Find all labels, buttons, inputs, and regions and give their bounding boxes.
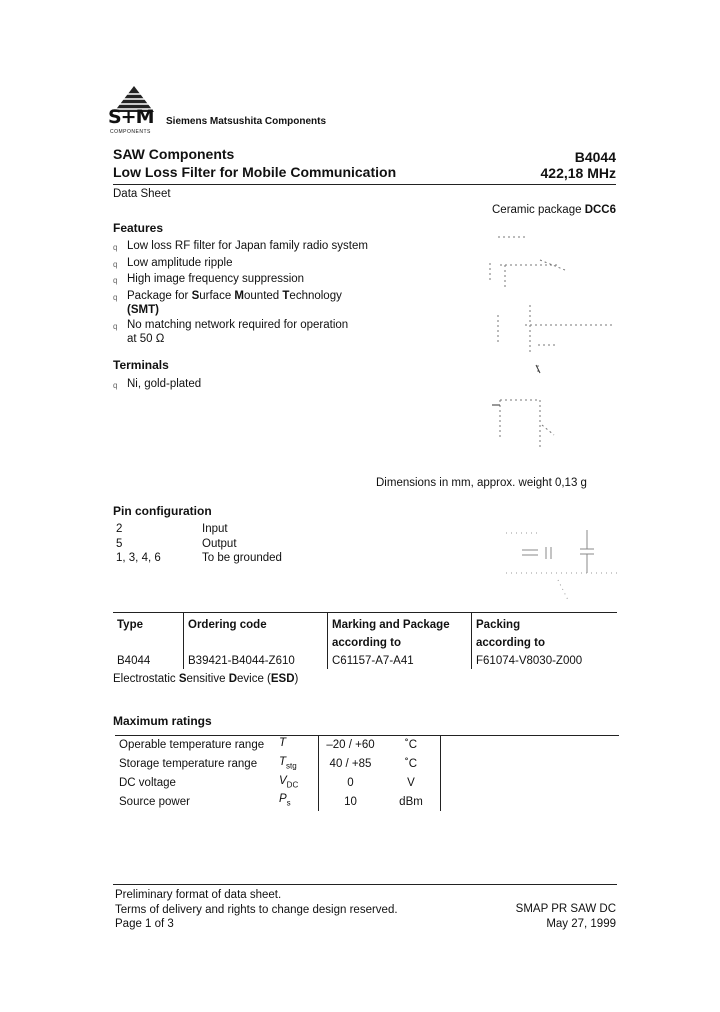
rating-name: Storage temperature range bbox=[119, 757, 258, 770]
rating-value: –20 / +60 bbox=[319, 736, 383, 755]
list-item: q Ni, gold-plated bbox=[113, 377, 201, 394]
bullet-icon: q bbox=[113, 259, 118, 269]
page-title: SAW Components bbox=[113, 146, 235, 162]
table-row bbox=[115, 755, 619, 774]
ratings-table bbox=[115, 735, 619, 811]
column-header: Packing according to bbox=[472, 613, 618, 655]
features-list bbox=[113, 239, 413, 347]
pin-function: To be grounded bbox=[202, 552, 282, 564]
rating-name: Operable temperature range bbox=[119, 739, 265, 752]
ratings-heading: Maximum ratings bbox=[113, 714, 212, 728]
part-number: B4044 bbox=[574, 149, 616, 165]
bullet-icon: q bbox=[113, 381, 118, 390]
column-header: Ordering code bbox=[184, 613, 328, 655]
page-subtitle: Low Loss Filter for Mobile Communication bbox=[113, 164, 397, 180]
table-row bbox=[115, 792, 619, 811]
rating-unit: V bbox=[382, 774, 441, 793]
rating-name: DC voltage bbox=[119, 776, 176, 789]
list-item: q High image frequency suppression bbox=[113, 272, 413, 289]
rating-unit: dBm bbox=[382, 792, 441, 811]
esd-note: Electrostatic Sensitive Device (ESD) bbox=[113, 673, 299, 685]
footer-left: Preliminary format of data sheet. Terms of delivery and rights to change design reserved. Page 1 of 3 bbox=[115, 889, 398, 930]
terminals-heading: Terminals bbox=[113, 358, 169, 372]
logo-sub: COMPONENTS bbox=[110, 129, 151, 135]
rating-value: 0 bbox=[319, 774, 383, 793]
pin-function: Output bbox=[202, 538, 237, 550]
column-header: Marking and Package according to bbox=[328, 613, 472, 655]
rating-unit: ˚C bbox=[382, 736, 441, 755]
list-item: q Package for Surface Mounted Technology (SMT) bbox=[113, 289, 342, 316]
rating-unit: ˚C bbox=[382, 755, 441, 774]
rating-value: 40 / +85 bbox=[319, 755, 383, 774]
table-cell: B4044 bbox=[117, 655, 151, 667]
bullet-icon: q bbox=[113, 276, 118, 285]
ordering-table bbox=[113, 612, 617, 669]
features-heading: Features bbox=[113, 221, 164, 235]
pin-row: 2 bbox=[116, 523, 123, 535]
pin-function: Input bbox=[202, 523, 228, 535]
pin-config-heading: Pin configuration bbox=[113, 504, 212, 518]
header-rule bbox=[113, 184, 616, 185]
package-label bbox=[492, 204, 616, 216]
document-type: Data Sheet bbox=[113, 188, 171, 200]
table-cell: F61074-V8030-Z000 bbox=[472, 654, 618, 669]
table-cell: C61157-A7-A41 bbox=[328, 654, 472, 669]
table-row bbox=[115, 774, 619, 793]
column-header: Type bbox=[117, 619, 143, 631]
rating-symbol: $V_{DC}$ bbox=[279, 774, 299, 789]
table-row bbox=[115, 736, 619, 755]
rating-symbol: $T_{stg}$ bbox=[279, 755, 297, 771]
list-item: q Low loss RF filter for Japan family radio system bbox=[113, 239, 413, 256]
list-item: q Low amplitude ripple bbox=[113, 256, 413, 273]
rating-symbol: $P_s$ bbox=[279, 793, 291, 808]
company-logo bbox=[108, 86, 158, 142]
terminals-list bbox=[113, 377, 201, 394]
list-item: q No matching network required for operation at 50 Ω bbox=[113, 318, 349, 345]
logo-mark: S+M bbox=[108, 106, 154, 128]
pin-row: 5 bbox=[116, 538, 123, 550]
footer-rule bbox=[113, 884, 617, 885]
rating-symbol: T bbox=[279, 737, 287, 749]
rating-value: 10 bbox=[319, 792, 383, 811]
table-row bbox=[113, 654, 617, 669]
package-dimension-drawing bbox=[470, 225, 620, 455]
bullet-icon: q bbox=[113, 243, 118, 252]
package-label-prefix: Ceramic package bbox=[492, 204, 585, 216]
pin-schematic-drawing bbox=[498, 525, 623, 605]
table-cell: B39421-B4044-Z610 bbox=[184, 654, 328, 669]
package-code: DCC6 bbox=[584, 204, 616, 216]
rating-name: Source power bbox=[119, 795, 190, 808]
table-header-row bbox=[113, 613, 617, 655]
frequency: 422,18 MHz bbox=[540, 165, 616, 181]
footer-right: SMAP PR SAW DC May 27, 1999 bbox=[515, 903, 616, 930]
pin-row: 1, 3, 4, 6 bbox=[116, 552, 161, 564]
bullet-icon: q bbox=[113, 292, 118, 302]
bullet-icon: q bbox=[113, 321, 118, 331]
dimensions-note: Dimensions in mm, approx. weight 0,13 g bbox=[376, 477, 587, 489]
company-name: Siemens Matsushita Components bbox=[166, 116, 327, 127]
